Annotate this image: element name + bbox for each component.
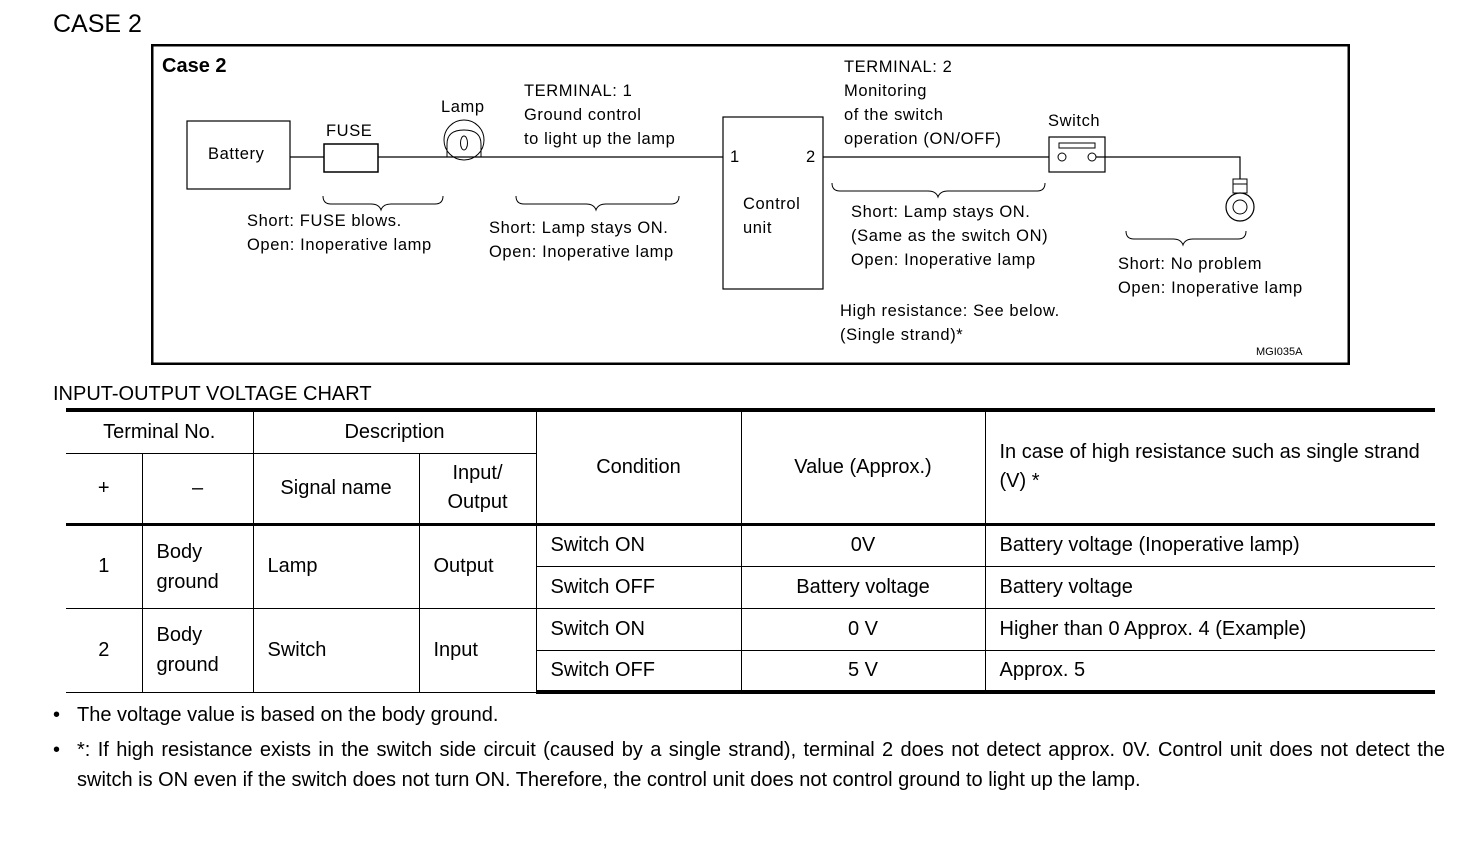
diagram-title: Case 2 <box>162 55 227 77</box>
row1-signal: Lamp <box>253 524 419 608</box>
row2-minus: Body ground <box>142 608 253 692</box>
case-title: CASE 2 <box>53 10 142 38</box>
fuse-label: FUSE <box>326 122 373 140</box>
ground-terminal-icon <box>1226 179 1254 221</box>
fuse-note-short: Short: FUSE blows. <box>247 212 402 230</box>
bullet-icon: • <box>53 704 61 726</box>
row1b-condition: Switch OFF <box>536 566 741 608</box>
header-terminal-no: Terminal No. <box>66 410 253 453</box>
brace-switch <box>832 183 1045 197</box>
ground-note-open: Open: Inoperative lamp <box>1118 279 1303 297</box>
lamp-icon <box>443 120 485 160</box>
circuit-diagram <box>151 44 1350 365</box>
switch-label: Switch <box>1048 112 1101 130</box>
pin1-label: 1 <box>730 148 740 166</box>
bullet-icon: • <box>53 739 61 761</box>
fuse-note-open: Open: Inoperative lamp <box>247 236 432 254</box>
wire-switch-ground <box>1096 157 1240 179</box>
row1-minus: Body ground <box>142 524 253 608</box>
row2a-high-res: Higher than 0 Approx. 4 (Example) <box>985 608 1435 650</box>
table-row <box>66 524 1435 566</box>
switch-icon <box>1049 137 1105 172</box>
terminal2-line1: TERMINAL: 2 <box>844 58 953 76</box>
note-text: *: If high resistance exists in the switch side circuit (caused by a single strand), terminal 2 does not detect approx. 0V. Control unit does not detect the switch is ON even if the switch does not turn ON. Therefore, the control unit does not control ground to light up the lamp. <box>77 739 1445 791</box>
row2a-condition: Switch ON <box>536 608 741 650</box>
switch-note-short: Short: Lamp stays ON. <box>851 203 1031 221</box>
note-text: The voltage value is based on the body ground. <box>77 704 499 726</box>
row2a-value: 0 V <box>741 608 985 650</box>
row1a-condition: Switch ON <box>536 524 741 566</box>
lamp-label: Lamp <box>441 98 485 116</box>
row2b-value: 5 V <box>741 650 985 692</box>
voltage-table <box>66 408 1435 694</box>
control-unit-line2: unit <box>743 219 773 237</box>
row1a-value: 0V <box>741 524 985 566</box>
header-condition: Condition <box>536 410 741 524</box>
switch-note-same: (Same as the switch ON) <box>851 227 1049 245</box>
header-description: Description <box>253 410 536 453</box>
terminal1-line2: Ground control <box>524 106 642 124</box>
pin2-label: 2 <box>806 148 816 166</box>
notes <box>53 700 1445 795</box>
high-res-note-line1: High resistance: See below. <box>840 302 1060 320</box>
row1-plus: 1 <box>66 524 142 608</box>
battery-label: Battery <box>208 145 265 163</box>
header-value: Value (Approx.) <box>741 410 985 524</box>
lamp-note-open: Open: Inoperative lamp <box>489 243 674 261</box>
row2-plus: 2 <box>66 608 142 692</box>
terminal2-line2: Monitoring <box>844 82 928 100</box>
note-item <box>53 700 1445 730</box>
terminal1-line3: to light up the lamp <box>524 130 676 148</box>
brace-lamp <box>516 196 679 210</box>
row1b-high-res: Battery voltage <box>985 566 1435 608</box>
header-signal-name: Signal name <box>253 453 419 524</box>
chart-title: INPUT-OUTPUT VOLTAGE CHART <box>53 383 372 405</box>
row2b-condition: Switch OFF <box>536 650 741 692</box>
high-res-note-line2: (Single strand)* <box>840 326 964 344</box>
lamp-note-short: Short: Lamp stays ON. <box>489 219 669 237</box>
row2-signal: Switch <box>253 608 419 692</box>
header-high-res: In case of high resistance such as single strand (V) * <box>985 410 1435 524</box>
row2b-high-res: Approx. 5 <box>985 650 1435 692</box>
table-row <box>66 608 1435 650</box>
header-minus: – <box>142 453 253 524</box>
figure-code: MGI035A <box>1256 346 1303 358</box>
table-header-row <box>66 410 1435 453</box>
header-plus: + <box>66 453 142 524</box>
header-input-output: Input/ Output <box>419 453 536 524</box>
brace-ground <box>1126 231 1246 245</box>
row1-io: Output <box>419 524 536 608</box>
terminal2-line4: operation (ON/OFF) <box>844 130 1002 148</box>
row1a-high-res: Battery voltage (Inoperative lamp) <box>985 524 1435 566</box>
control-unit-line1: Control <box>743 195 801 213</box>
fuse-icon <box>324 144 378 172</box>
brace-fuse <box>323 196 443 210</box>
terminal2-line3: of the switch <box>844 106 944 124</box>
row2-io: Input <box>419 608 536 692</box>
ground-note-short: Short: No problem <box>1118 255 1263 273</box>
note-item <box>53 735 1445 795</box>
switch-note-open: Open: Inoperative lamp <box>851 251 1036 269</box>
terminal1-line1: TERMINAL: 1 <box>524 82 633 100</box>
row1b-value: Battery voltage <box>741 566 985 608</box>
